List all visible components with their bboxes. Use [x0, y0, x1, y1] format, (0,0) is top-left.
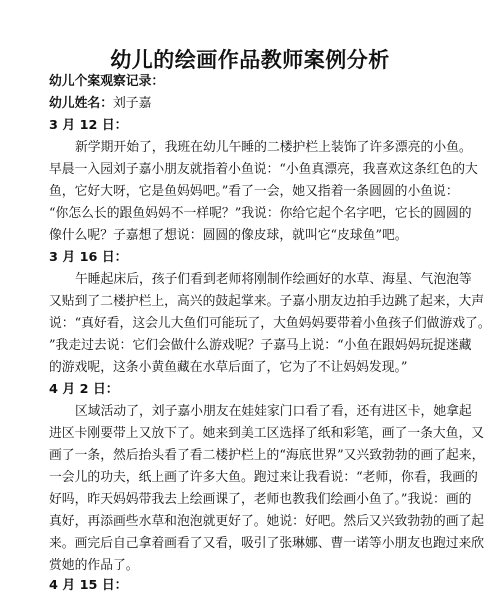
paragraph-line: 午睡起床后，孩子们看到老师将刚制作绘画好的水草、海星、气泡泡等 [75, 272, 472, 287]
paragraph-line: ”我走过去说：它们会做什么游戏呢？子嘉马上说：“小鱼在跟妈妈玩捉迷藏 [49, 338, 472, 353]
entry-date: 4 月 2 日： [49, 382, 119, 397]
entry-date: 3 月 12 日： [49, 118, 128, 133]
entry-date: 4 月 15 日： [49, 578, 128, 593]
paragraph-line: 像什么呢？子嘉想了想说：圆圆的像皮球，就叫它“皮球鱼”吧。 [49, 228, 408, 243]
record-heading: 幼儿个案观察记录： [49, 74, 165, 89]
paragraph-line: 的游戏呢，这条小黄鱼藏在水草后面了，它为了不让妈妈发现。” [49, 360, 408, 375]
paragraph-line: 赏她的作品了。 [49, 558, 139, 573]
child-name-label: 幼儿姓名： [49, 96, 113, 111]
paragraph-line: 来。画完后自己拿着画看了又看，吸引了张琳娜、曹一诺等小朋友也跑过来欣 [49, 536, 485, 551]
child-name: 刘子嘉 [112, 96, 152, 111]
paragraph-line: 又贴到了二楼护栏上，高兴的鼓起掌来。子嘉小朋友边拍手边跳了起来，大声 [49, 294, 485, 309]
paragraph-line: 进区卡刚要带上又放下了。她来到美工区选择了纸和彩笔，画了一条大鱼，又 [49, 426, 485, 441]
child-name-row [49, 96, 151, 112]
paragraph-line: 鱼，它好大呀，它是鱼妈妈吧。”看了一会，她又指着一条圆圆的小鱼说： [49, 184, 459, 199]
paragraph-line: “你怎么长的跟鱼妈妈不一样呢？”我说：你给它起个名字吧，它长的圆圆的 [49, 206, 472, 221]
paragraph-line: 区域活动了，刘子嘉小朋友在娃娃家门口看了看，还有进区卡，她拿起 [75, 404, 472, 419]
paragraph-line: 画了一条，然后抬头看了看二楼护栏上的“海底世界”又兴致勃勃的画了起来， [49, 448, 485, 463]
document-title: 幼儿的绘画作品教师案例分析 [110, 48, 390, 72]
paragraph-line: 新学期开始了，我班在幼儿午睡的二楼护栏上装饰了许多漂亮的小鱼。 [75, 140, 472, 155]
paragraph-line: 说：“真好看，这会儿大鱼们可能玩了，大鱼妈妈要带着小鱼孩子们做游戏了。 [49, 316, 491, 331]
paragraph-line: 一会儿的功夫，纸上画了许多大鱼。跑过来让我看说：“老师，你看，我画的 [49, 470, 478, 485]
paragraph-line: 早晨一入园刘子嘉小朋友就指着小鱼说：“小鱼真漂亮，我喜欢这条红色的大 [49, 162, 478, 177]
paragraph-line: 真好，再添画些水草和泡泡就更好了。她说：好吧。然后又兴致勃勃的画了起 [49, 514, 485, 529]
paragraph-line: 好吗，昨天妈妈带我去上绘画课了，老师也教我们绘画小鱼了。”我说：画的 [49, 492, 472, 507]
entry-date: 3 月 16 日： [49, 250, 128, 265]
